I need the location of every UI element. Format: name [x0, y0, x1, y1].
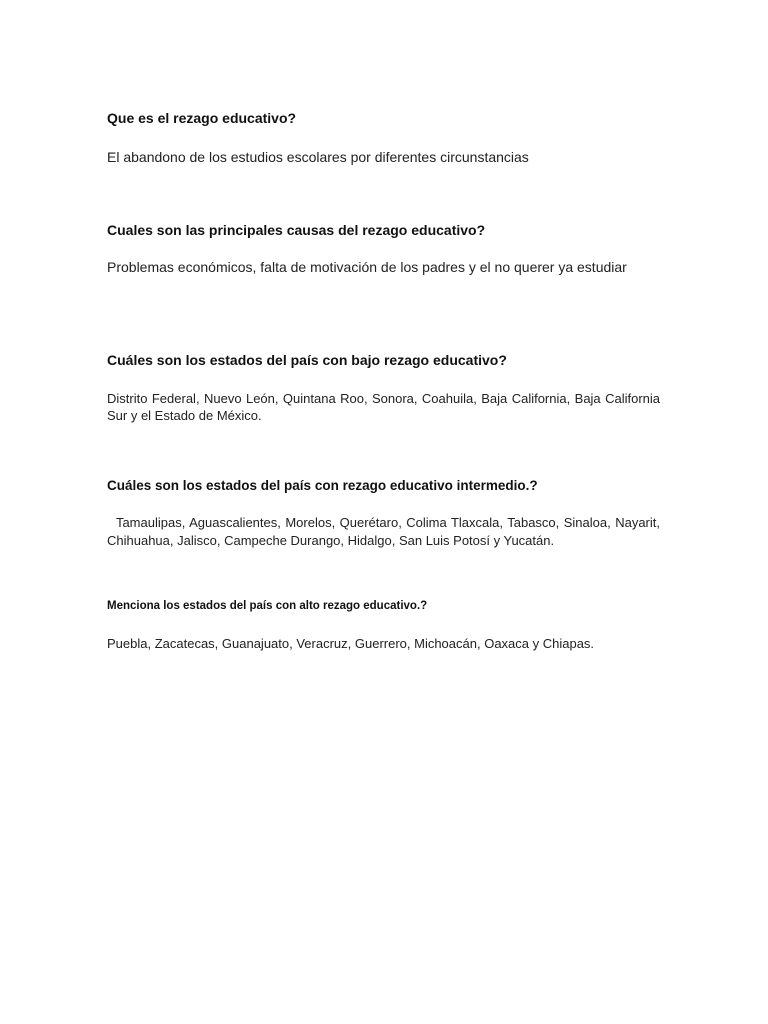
answer-paragraph: Distrito Federal, Nuevo León, Quintana Roo, Sonora, Coahuila, Baja California, Baja California Sur y el Estado de México.	[107, 391, 660, 423]
answer-paragraph: Puebla, Zacatecas, Guanajuato, Veracruz, Guerrero, Michoacán, Oaxaca y Chiapas.	[107, 636, 595, 651]
question-heading: Cuáles son los estados del país con bajo rezago educativo?	[107, 352, 507, 368]
answer-paragraph: Problemas económicos, falta de motivación de los padres y el no querer ya estudiar	[107, 259, 627, 275]
question-heading: Que es el rezago educativo?	[107, 110, 297, 126]
question-heading: Cuáles son los estados del país con rezago educativo intermedio.?	[107, 478, 538, 493]
answer-paragraph: El abandono de los estudios escolares por diferentes circunstancias	[107, 149, 529, 165]
answer-paragraph	[107, 514, 660, 550]
question-heading: Cuales son las principales causas del rezago educativo?	[107, 222, 486, 238]
question-heading: Menciona los estados del país con alto rezago educativo.?	[107, 600, 428, 612]
answer-text: Tamaulipas, Aguascalientes, Morelos, Querétaro, Colima Tlaxcala, Tabasco, Sinaloa, Nayarit, Chihuahua, Jalisco, Campeche Durango, Hidalgo, San Luis Potosí y Yucatán.	[107, 515, 660, 548]
